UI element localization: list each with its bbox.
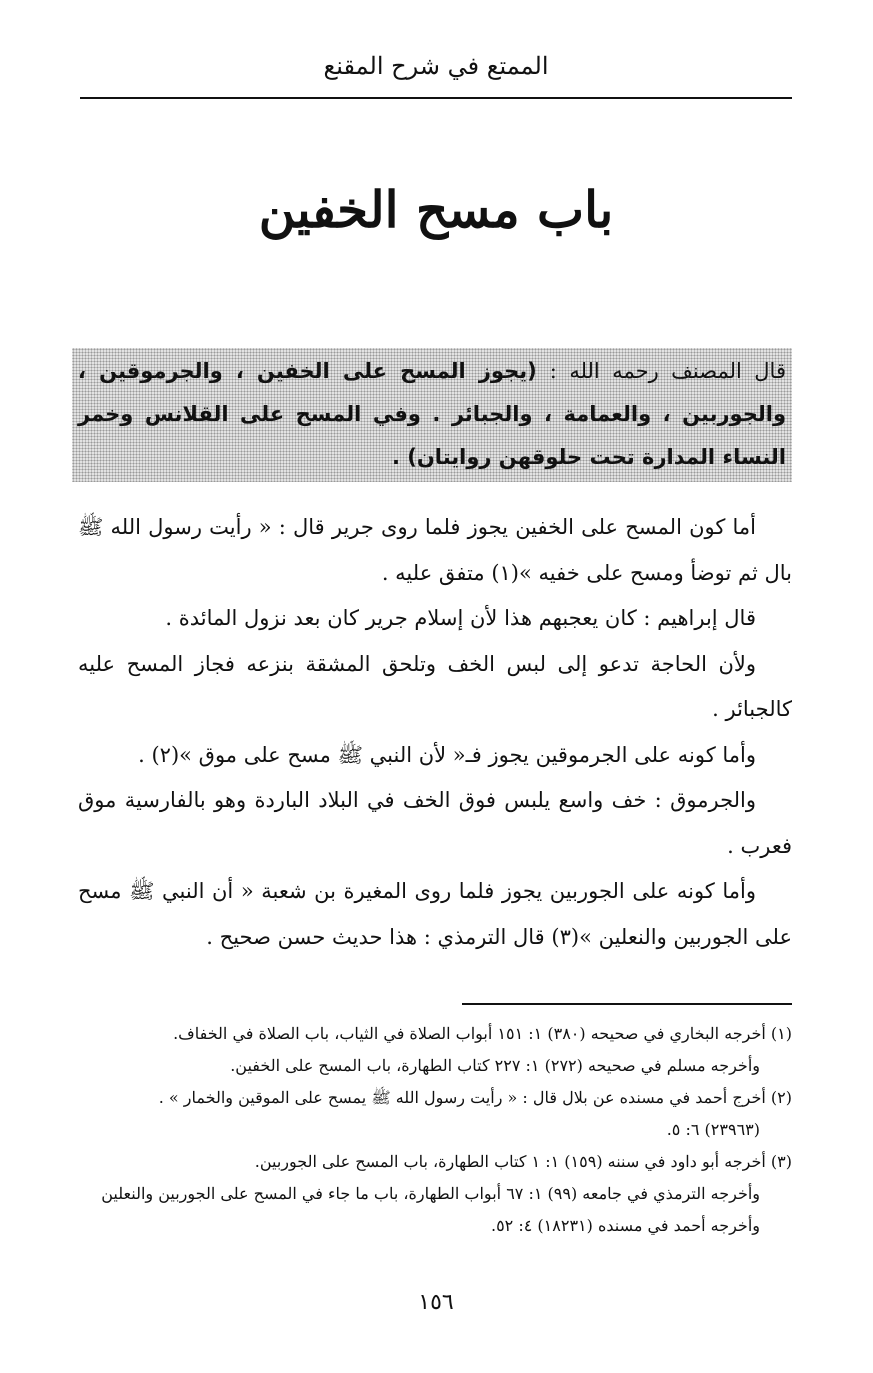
footnote-3-cont: وأخرجه الترمذي في جامعه (٩٩) ١: ٦٧ أبواب الطهارة، باب ما جاء في المسح على الجوربين والنعلين xyxy=(101,1184,760,1203)
running-header: الممتع في شرح المقنع xyxy=(323,52,549,80)
paragraph-3: ولأن الحاجة تدعو إلى لبس الخف وتلحق المشقة بنزعه فجاز المسح عليه كالجبائر . xyxy=(78,651,792,721)
matn-text: (يجوز المسح على الخفين ، والجرموقين ، والجوربين ، والعمامة ، والجبائر . وفي المسح على القلانس وخمر النساء المدارة تحت حلوقهن روايتان) . xyxy=(78,359,786,469)
header-rule xyxy=(80,97,792,99)
chapter-title: باب مسح الخفين xyxy=(258,180,614,239)
paragraph-6: وأما كونه على الجوربين يجوز فلما روى المغيرة بن شعبة « أن النبي ﷺ مسح على الجوربين والنعلين »(٣) قال الترمذي : هذا حديث حسن صحيح . xyxy=(78,879,792,949)
paragraph-4: وأما كونه على الجرموقين يجوز فـ« لأن النبي ﷺ مسح على موق »(٢) . xyxy=(138,742,756,767)
matn-box xyxy=(72,348,792,482)
paragraph-2: قال إبراهيم : كان يعجبهم هذا لأن إسلام جرير كان بعد نزول المائدة . xyxy=(165,606,756,630)
footnote-1-cont: وأخرجه مسلم في صحيحه (٢٧٢) ١: ٢٢٧ كتاب الطهارة، باب المسح على الخفين. xyxy=(230,1056,760,1075)
footnote-3-cont-2: وأخرجه أحمد في مسنده (١٨٢٣١) ٤: ٥٢. xyxy=(490,1216,760,1235)
paragraph-5: والجرموق : خف واسع يلبس فوق الخف في البلاد الباردة وهو بالفارسية موق فعرب . xyxy=(78,788,792,858)
footnote-rule xyxy=(462,1003,792,1005)
paragraph-1: أما كون المسح على الخفين يجوز فلما روى جرير قال : « رأيت رسول الله ﷺ بال ثم توضأ ومسح على خفيه »(١) متفق عليه . xyxy=(78,515,792,585)
page-number: ١٥٦ xyxy=(418,1290,454,1315)
footnote-2: (٢) أخرج أحمد في مسنده عن بلال قال : « رأيت رسول الله ﷺ يمسح على الموقين والخمار » . xyxy=(158,1088,792,1107)
footnotes xyxy=(80,1018,792,1242)
footnote-2-cont: (٢٣٩٦٣) ٦: ٥. xyxy=(666,1120,760,1139)
footnote-1: (١) أخرجه البخاري في صحيحه (٣٨٠) ١: ١٥١ أبواب الصلاة في الثياب، باب الصلاة في الخفاف. xyxy=(173,1024,792,1043)
commentary xyxy=(78,505,792,960)
footnote-3: (٣) أخرجه أبو داود في سننه (١٥٩) ١: ١ كتاب الطهارة، باب المسح على الجوربين. xyxy=(254,1152,792,1171)
matn-lead: قال المصنف رحمه الله : xyxy=(549,359,786,383)
